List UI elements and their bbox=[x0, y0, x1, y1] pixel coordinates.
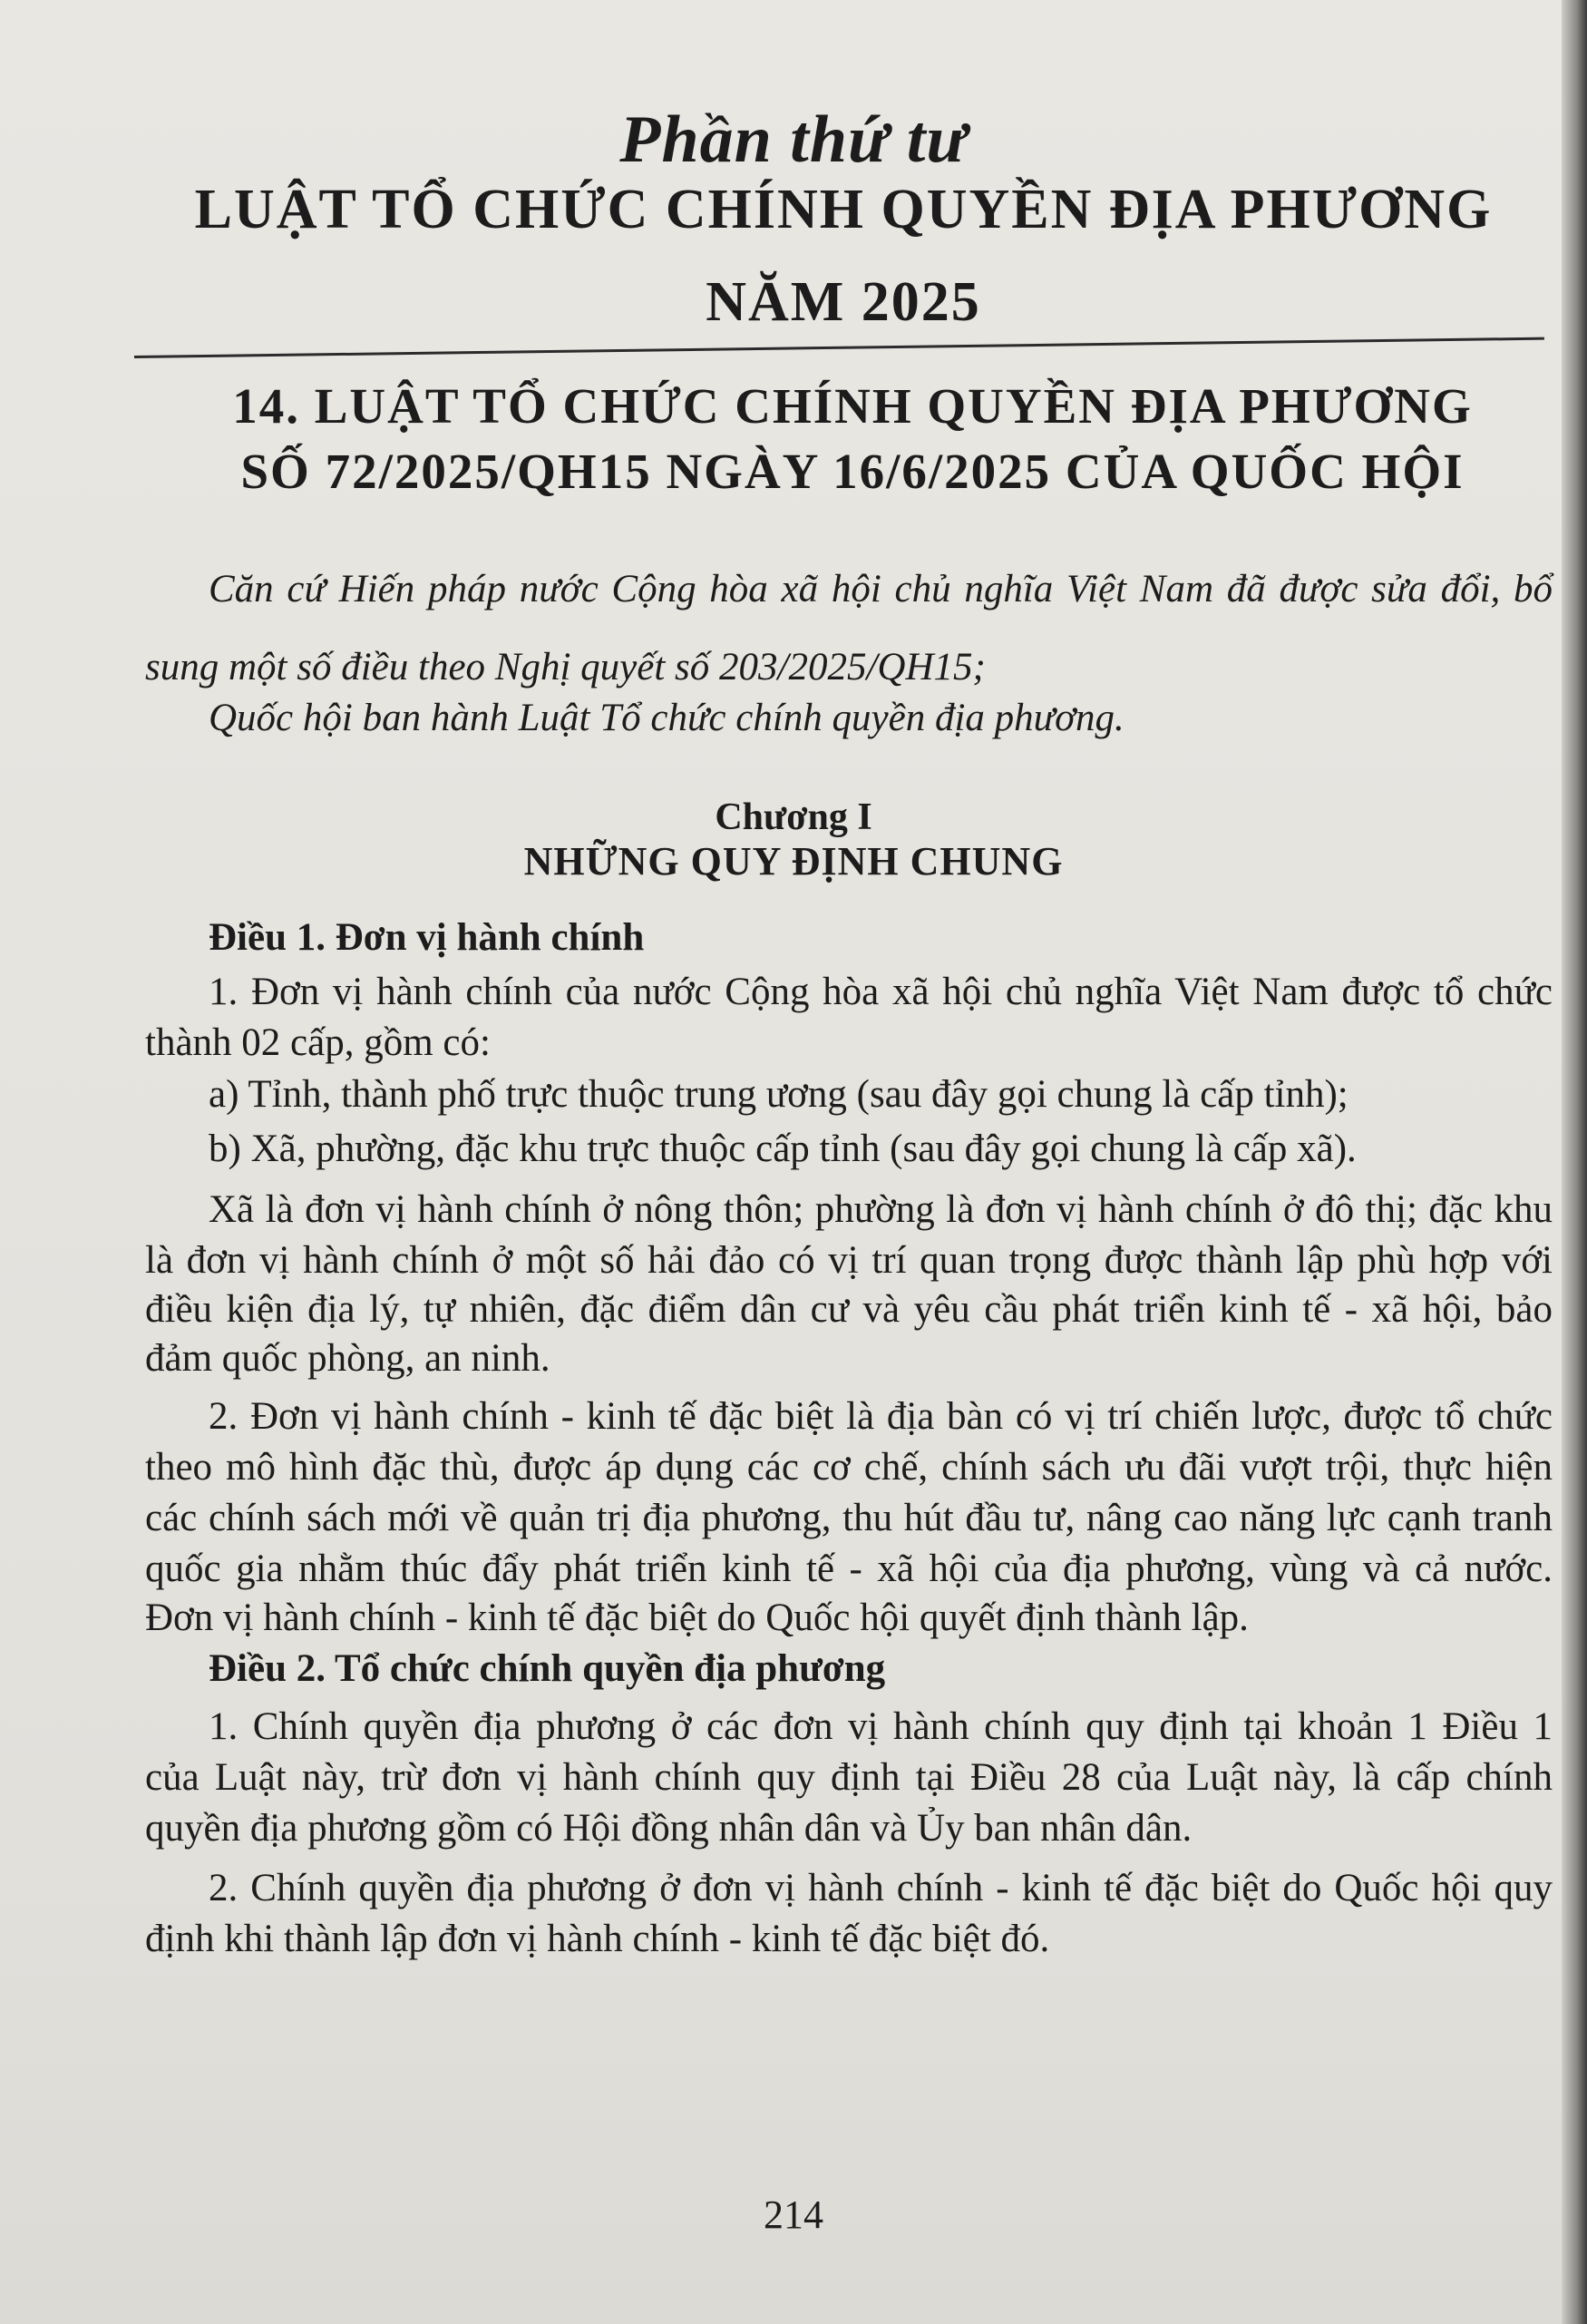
article-1-line: là đơn vị hành chính ở một số hải đảo có vị trí quan trọng được thành lập phù hợp với bbox=[145, 1239, 1553, 1282]
section-title-line2: SỐ 72/2025/QH15 NGÀY 16/6/2025 CỦA QUỐC HỘI bbox=[240, 444, 1465, 499]
page-edge-shadow bbox=[1562, 0, 1587, 2324]
header-divider bbox=[134, 337, 1544, 358]
article-1-line: 1. Đơn vị hành chính của nước Cộng hòa xã hội chủ nghĩa Việt Nam được tổ chức bbox=[209, 971, 1553, 1013]
article-2-heading: Điều 2. Tổ chức chính quyền địa phương bbox=[209, 1647, 886, 1690]
preamble-line: sung một số điều theo Nghị quyết số 203/2025/QH15; bbox=[145, 646, 986, 688]
page-number: 214 bbox=[764, 2192, 823, 2237]
section-title-line1: 14. LUẬT TỔ CHỨC CHÍNH QUYỀN ĐỊA PHƯƠNG bbox=[232, 378, 1473, 434]
article-2-line: định khi thành lập đơn vị hành chính - kinh tế đặc biệt đó. bbox=[145, 1918, 1050, 1960]
article-1-line: các chính sách mới về quản trị địa phương, thu hút đầu tư, nâng cao năng lực cạnh tranh bbox=[145, 1497, 1553, 1539]
part-title: Phần thứ tư bbox=[619, 103, 968, 177]
article-1-line: quốc gia nhằm thúc đẩy phát triển kinh tế - xã hội của địa phương, vùng và cả nước. bbox=[145, 1548, 1553, 1590]
article-1-line: đảm quốc phòng, an ninh. bbox=[145, 1337, 550, 1380]
law-title-line1: LUẬT TỔ CHỨC CHÍNH QUYỀN ĐỊA PHƯƠNG bbox=[194, 179, 1493, 240]
chapter-title: NHỮNG QUY ĐỊNH CHUNG bbox=[523, 839, 1064, 884]
article-1-line: Đơn vị hành chính - kinh tế đặc biệt do Quốc hội quyết định thành lập. bbox=[145, 1597, 1249, 1639]
preamble-line: Quốc hội ban hành Luật Tổ chức chính quyền địa phương. bbox=[209, 697, 1125, 739]
article-1-line: Xã là đơn vị hành chính ở nông thôn; phường là đơn vị hành chính ở đô thị; đặc khu bbox=[209, 1188, 1553, 1231]
article-1-line: b) Xã, phường, đặc khu trực thuộc cấp tỉnh (sau đây gọi chung là cấp xã). bbox=[209, 1128, 1357, 1170]
article-1-heading: Điều 1. Đơn vị hành chính bbox=[209, 916, 645, 959]
article-2-line: quyền địa phương gồm có Hội đồng nhân dân và Ủy ban nhân dân. bbox=[145, 1807, 1193, 1850]
article-1-line: thành 02 cấp, gồm có: bbox=[145, 1021, 491, 1064]
article-2-line: của Luật này, trừ đơn vị hành chính quy định tại Điều 28 của Luật này, là cấp chính bbox=[145, 1756, 1553, 1799]
article-2-line: 2. Chính quyền địa phương ở đơn vị hành chính - kinh tế đặc biệt do Quốc hội quy bbox=[209, 1867, 1553, 1909]
preamble-line: Căn cứ Hiến pháp nước Cộng hòa xã hội chủ nghĩa Việt Nam đã được sửa đổi, bổ bbox=[209, 568, 1553, 610]
article-1-line: theo mô hình đặc thù, được áp dụng các cơ chế, chính sách ưu đãi vượt trội, thực hiện bbox=[145, 1446, 1553, 1489]
article-1-line: điều kiện địa lý, tự nhiên, đặc điểm dân cư và yêu cầu phát triển kinh tế - xã hội, bảo bbox=[145, 1288, 1553, 1331]
article-1-line: a) Tỉnh, thành phố trực thuộc trung ương (sau đây gọi chung là cấp tỉnh); bbox=[209, 1073, 1348, 1116]
chapter-number: Chương I bbox=[715, 796, 872, 838]
law-title-line2: NĂM 2025 bbox=[706, 271, 981, 333]
article-1-line: 2. Đơn vị hành chính - kinh tế đặc biệt là địa bàn có vị trí chiến lược, được tổ chức bbox=[209, 1395, 1553, 1438]
article-2-line: 1. Chính quyền địa phương ở các đơn vị hành chính quy định tại khoản 1 Điều 1 bbox=[209, 1705, 1553, 1748]
